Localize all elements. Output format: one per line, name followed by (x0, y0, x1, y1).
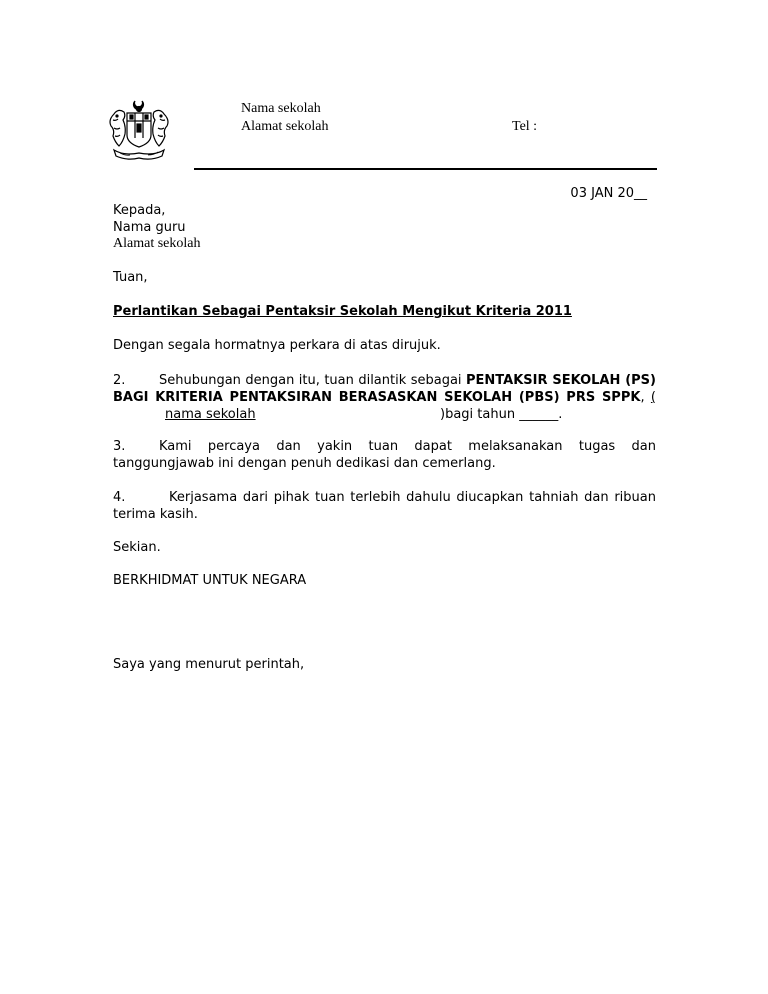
recipient-name: Nama guru (113, 220, 186, 235)
letterhead-divider (194, 168, 657, 170)
recipient-kepada: Kepada, (113, 203, 166, 218)
school-name: Nama sekolah (241, 101, 321, 116)
paragraph-number: 3. (113, 439, 126, 454)
sign-off: Saya yang menurut perintah, (113, 657, 305, 672)
paragraph-4 (113, 489, 656, 523)
comma: , (640, 390, 651, 405)
paragraph-number: 4. (113, 490, 126, 505)
paragraph-3 (113, 438, 656, 472)
telephone-label: Tel : (512, 119, 538, 134)
coat-of-arms-logo (108, 96, 170, 162)
closing-sekian: Sekian. (113, 540, 161, 555)
school-name-blank: nama sekolah (165, 407, 256, 422)
salutation: Tuan, (113, 270, 148, 285)
recipient-address: Alamat sekolah (113, 236, 201, 251)
paragraph-2 (113, 372, 656, 423)
letter-subject: Perlantikan Sebagai Pentaksir Sekolah Mengikut Kriteria 2011 (113, 304, 572, 319)
year-blank: )bagi tahun ______. (440, 407, 563, 422)
closing-motto: BERKHIDMAT UNTUK NEGARA (113, 573, 307, 588)
paragraph-text: Sehubungan dengan itu, tuan dilantik sebagai (159, 373, 466, 388)
paragraph-text: Kerjasama dari pihak tuan terlebih dahulu diucapkan tahniah dan ribuan terima kasih. (113, 490, 656, 522)
school-address: Alamat sekolah (241, 119, 329, 134)
letter-date: 03 JAN 20__ (570, 186, 647, 201)
paragraph-number: 2. (113, 373, 126, 388)
appointment-title: PENTAKSIR SEKOLAH (PS) BAGI KRITERIA PENTAKSIRAN BERASASKAN SEKOLAH (PBS) PRS SPPK (113, 373, 656, 405)
school-fill-open: ( (650, 390, 656, 405)
paragraph-text: Kami percaya dan yakin tuan dapat melaksanakan tugas dan tanggungjawab ini dengan penuh dedikasi dan cemerlang. (113, 439, 656, 471)
opening-line: Dengan segala hormatnya perkara di atas dirujuk. (113, 338, 441, 353)
